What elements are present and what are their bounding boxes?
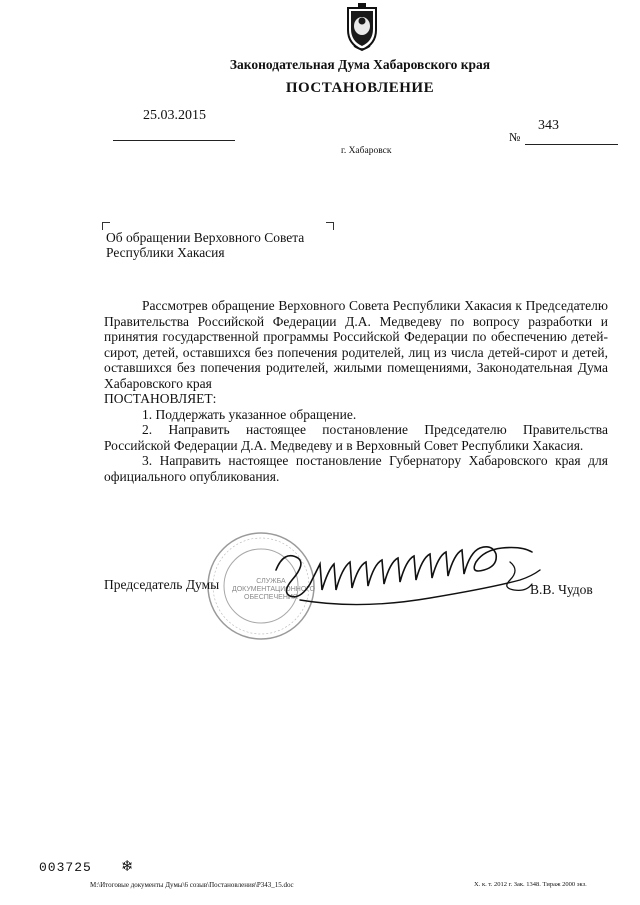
subject-corner-right xyxy=(326,222,334,230)
document-subject xyxy=(106,230,366,260)
handwritten-signature xyxy=(270,540,560,612)
city-name: г. Хабаровск xyxy=(341,146,392,156)
print-info: Х. к. т. 2012 г. Зак. 1348. Тираж 2000 экз. xyxy=(474,881,587,888)
document-number: 343 xyxy=(538,118,559,133)
decree-item-1: 1. Поддержать указанное обращение. xyxy=(142,406,357,422)
subject-corner-left xyxy=(102,222,110,230)
signatory-title: Председатель Думы xyxy=(104,577,220,592)
decree-item-2: 2. Направить настоящее постановление Председателю Правительства Российской Федерации Д.А. Медведеву и в Верховный Совет Республики Хакасия. xyxy=(104,422,608,453)
preamble-paragraph: Рассмотрев обращение Верховного Совета Республики Хакасия к Председателю Правительства Российской Федерации Д.А. Медведеву по вопросу разработки и принятия государственной программы Российской Федерации по обеспечению детей-сирот, детей, оставшихся без попечения родителей, лиц из числа детей-сирот и детей, оставшихся без попечения родителей, жилыми помещениями, Законодательная Дума Хабаровского края xyxy=(104,298,608,391)
subject-line-2: Республики Хакасия xyxy=(106,245,225,260)
date-underline xyxy=(113,140,235,141)
subject-line-1: Об обращении Верховного Совета xyxy=(106,230,305,245)
coat-of-arms-emblem xyxy=(342,2,382,52)
file-path: M:\Итоговые документы Думы\6 созыв\Постановления\P343_15.doc xyxy=(90,881,294,889)
document-body xyxy=(104,298,608,484)
stamp-text: СЛУЖБА ДОКУМЕНТАЦИОННОГО ОБЕСПЕЧЕНИЯ xyxy=(232,578,316,601)
organization-name: Законодательная Дума Хабаровского края xyxy=(229,57,491,72)
number-sign: № xyxy=(509,130,521,144)
number-underline xyxy=(525,144,618,145)
signatory-name: В.В. Чудов xyxy=(530,582,593,597)
document-date: 25.03.2015 xyxy=(143,108,206,123)
decree-word: ПОСТАНОВЛЯЕТ: xyxy=(104,391,217,406)
registration-number: 003725 xyxy=(39,860,92,875)
snowflake-mark-icon: ❄ xyxy=(121,857,134,875)
document-type: ПОСТАНОВЛЕНИЕ xyxy=(285,80,435,96)
decree-item-3: 3. Направить настоящее постановление Губернатору Хабаровского края для официального опубликования. xyxy=(104,453,608,484)
